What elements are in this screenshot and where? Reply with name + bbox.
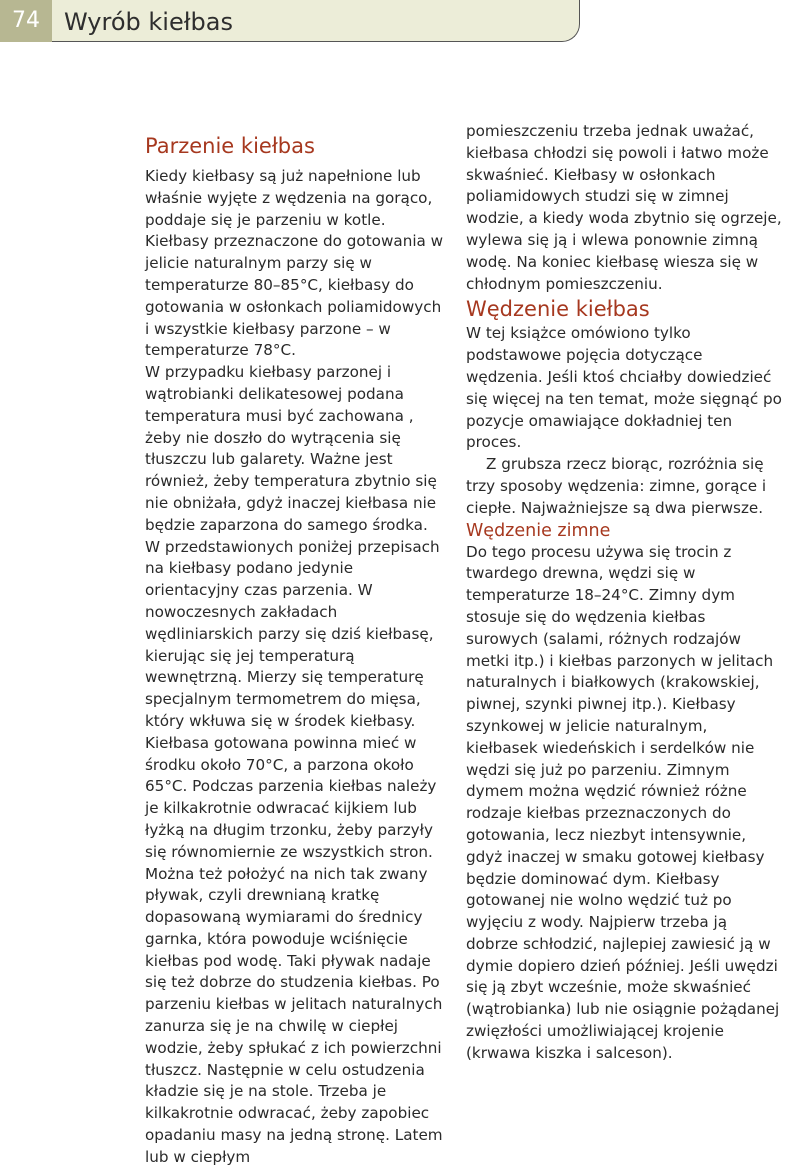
page-header bbox=[0, 0, 580, 42]
paragraph: Z grubsza rzecz biorąc, rozróżnia się trzy sposoby wędzenia: zimne, gorące i ciepłe. Najważniejsze są dwa pierwsze. bbox=[466, 455, 767, 517]
text-column-left bbox=[145, 132, 445, 1169]
text-column-right bbox=[466, 121, 782, 1065]
subsection-heading-wedzenie-zimne: Wędzenie zimne bbox=[466, 520, 611, 541]
section-heading-wedzenie: Wędzenie kiełbas bbox=[466, 297, 650, 322]
chapter-title: Wyrób kiełbas bbox=[64, 8, 233, 36]
section-heading-parzenie: Parzenie kiełbas bbox=[145, 134, 315, 158]
paragraph: W przedstawionych poniżej przepisach na kiełbasy podano jedynie orientacyjny czas parzenia. W nowoczesnych zakładach wędliniarskich parzy się dziś kiełbasę, kierując się jej temperaturą wewnętrzną. Mierzy się temperaturę specjalnym termometrem do mięsa, który wkłuwa się w środek kiełbasy. Kiełbasa gotowana powinna mieć w środku około 70°C, a parzona około 65°C. Podczas parzenia kiełbas należy je kilkakrotnie odwracać kijkiem lub łyżką na długim trzonku, żeby parzyły się równomiernie ze wszystkich stron. Można też położyć na nich tak zwany pływak, czyli drewnianą kratkę dopasowaną wymiarami do średnicy garnka, która powoduje wciśnięcie kiełbas pod wodę. Taki pływak nadaje się też dobrze do studzenia kiełbas. Po parzeniu kiełbas w jelitach naturalnych zanurza się je na chwilę w ciepłej wodzie, żeby spłukać z ich powierzchni tłuszcz. Następnie w celu ostudzenia kładzie się je na stole. Trzeba je kilkakrotnie odwracać, żeby zapobiec opadaniu masy na jedną stronę. Latem lub w ciepłym bbox=[145, 537, 443, 1166]
paragraph: Kiedy kiełbasy są już napełnione lub właśnie wyjęte z wędzenia na gorąco, poddaje się je parzeniu w kotle. Kiełbasy przeznaczone do gotowania w jelicie naturalnym parzy się w temperaturze 80–85°C, kiełbasy do gotowania w osłonkach poliamidowych i wszystkie kiełbasy parzone – w temperaturze 78°C. bbox=[145, 167, 444, 360]
page-number: 74 bbox=[0, 0, 52, 42]
paragraph-continued: pomieszczeniu trzeba jednak uważać, kiełbasa chłodzi się powoli i łatwo może skwaśnieć. Kiełbasy w osłonkach poliamidowych studzi się w zimnej wodzie, a kiedy woda zbytnio się ogrzeje, wylewa się ją i wlewa ponownie zimną wodę. Na koniec kiełbasę wiesza się w chłodnym pomieszczeniu. bbox=[466, 122, 782, 293]
paragraph: W przypadku kiełbasy parzonej i wątrobianki delikatesowej podana temperatura musi być zachowana , żeby nie doszło do wytrącenia się tłuszczu lub galarety. Ważne jest również, żeby temperatura zbytnio się nie obniżała, gdyż inaczej kiełbasa nie będzie zaparzona do samego środka. bbox=[145, 363, 437, 534]
paragraph: Do tego procesu używa się trocin z twardego drewna, wędzi się w temperaturze 18–24°C. Zimny dym stosuje się do wędzenia kiełbas surowych (salami, różnych rodzajów metki itp.) i kiełbas parzonych w jelitach naturalnych i białkowych (krakowskiej, piwnej, szynki piwnej itp.). Kiełbasy szynkowej w jelicie naturalnym, kiełbasek wiedeńskich i serdelków nie wędzi się już po parzeniu. Zimnym dymem można wędzić również różne rodzaje kiełbas przeznaczonych do gotowania, lecz niezbyt intensywnie, gdyż inaczej w smaku gotowej kiełbasy będzie dominować dym. Kiełbasy gotowanej nie wolno wędzić tuż po wyjęciu z wody. Najpierw trzeba ją dobrze schłodzić, najlepiej zawiesić ją w dymie dopiero dzień później. Jeśli uwędzi się ją zbyt wcześnie, może skwaśnieć (wątrobianka) lub nie osiągnie pożądanej zwięzłości umożliwiającej krojenie (krwawa kiszka i salceson). bbox=[466, 542, 780, 1062]
paragraph: W tej książce omówiono tylko podstawowe pojęcia dotyczące wędzenia. Jeśli ktoś chciałby dowiedzieć się więcej na ten temat, może sięgnąć po pozycje omawiające dokładniej ten proces. bbox=[466, 324, 782, 452]
